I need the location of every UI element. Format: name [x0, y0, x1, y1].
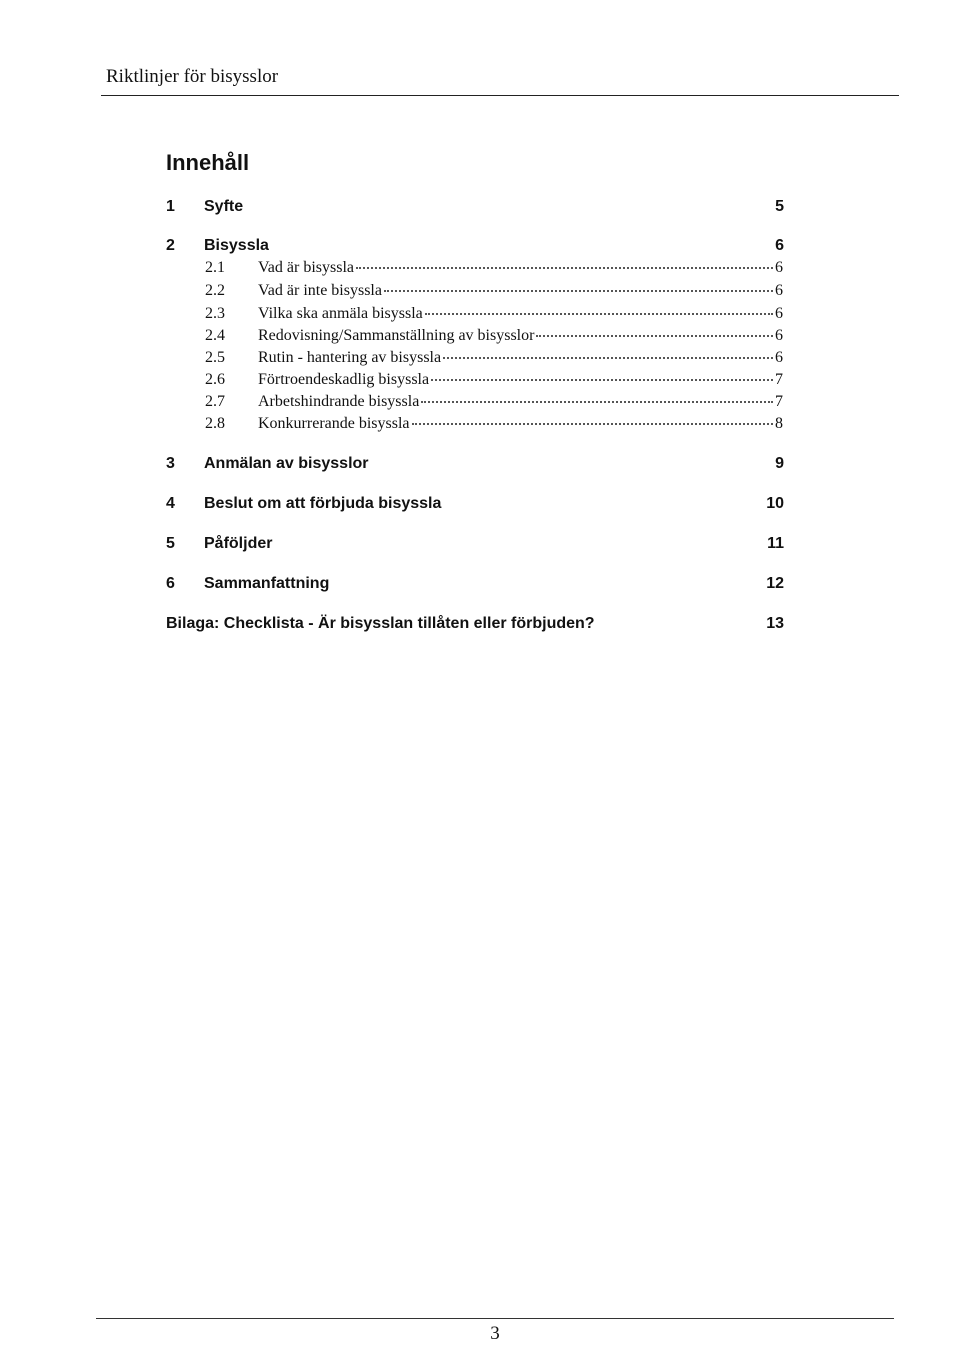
subsection-number: 2.8 — [205, 415, 225, 432]
section-title: Beslut om att förbjuda bisyssla — [204, 495, 442, 512]
section-page: 6 — [775, 237, 784, 254]
subsection-title: Vilka ska anmäla bisyssla — [258, 305, 423, 322]
toc-subsection-2-6[interactable] — [205, 369, 783, 391]
subsection-title: Redovisning/Sammanställning av bisysslor — [258, 327, 535, 344]
subsection-title: Vad är inte bisyssla — [258, 282, 382, 299]
toc-section-1[interactable] — [166, 195, 784, 219]
section-page: 9 — [775, 455, 784, 472]
toc-subsection-2-8[interactable] — [205, 413, 783, 435]
subsection-title: Vad är bisyssla — [258, 259, 354, 276]
appendix-title: Bilaga: Checklista - Är bisysslan tillåten eller förbjuden? — [166, 615, 595, 632]
toc-section-2[interactable] — [166, 234, 784, 258]
footer-page-number: 3 — [490, 1323, 500, 1344]
toc-subsection-2-1[interactable] — [205, 257, 783, 279]
toc-section-5[interactable] — [166, 532, 784, 556]
dot-leader — [431, 379, 773, 381]
toc-subsection-2-4[interactable] — [205, 325, 783, 347]
toc-subsection-2-3[interactable] — [205, 303, 783, 325]
section-number: 4 — [166, 495, 175, 512]
section-number: 3 — [166, 455, 175, 472]
section-page: 12 — [766, 575, 784, 592]
section-title: Bisyssla — [204, 237, 269, 254]
subsection-number: 2.5 — [205, 349, 225, 366]
footer-rule — [96, 1318, 894, 1319]
subsection-page: 6 — [775, 305, 783, 322]
subsection-number: 2.2 — [205, 282, 225, 299]
subsection-title: Konkurrerande bisyssla — [258, 415, 410, 432]
subsection-number: 2.1 — [205, 259, 225, 276]
appendix-page: 13 — [766, 615, 784, 632]
subsection-number: 2.3 — [205, 305, 225, 322]
toc-appendix[interactable] — [166, 612, 784, 636]
header-rule — [101, 95, 899, 96]
toc-section-3[interactable] — [166, 452, 784, 476]
dot-leader — [536, 335, 773, 337]
toc-section-4[interactable] — [166, 492, 784, 516]
section-number: 6 — [166, 575, 175, 592]
subsection-title: Förtroendeskadlig bisyssla — [258, 371, 430, 388]
section-number: 5 — [166, 535, 175, 552]
subsection-page: 8 — [775, 415, 783, 432]
subsection-title: Rutin - hantering av bisyssla — [258, 349, 442, 366]
dot-leader — [421, 401, 773, 403]
subsection-page: 6 — [775, 282, 783, 299]
section-title: Syfte — [204, 198, 244, 215]
section-title: Påföljder — [204, 535, 273, 552]
toc-section-6[interactable] — [166, 572, 784, 596]
running-header: Riktlinjer för bisysslor — [106, 66, 279, 87]
toc-subsection-2-2[interactable] — [205, 280, 783, 302]
subsection-number: 2.4 — [205, 327, 225, 344]
section-page: 11 — [767, 535, 784, 552]
section-title: Anmälan av bisysslor — [204, 455, 369, 472]
subsection-page: 6 — [775, 349, 783, 366]
dot-leader — [425, 313, 773, 315]
toc-subsection-2-7[interactable] — [205, 391, 783, 413]
subsection-number: 2.7 — [205, 393, 225, 410]
toc-heading: Innehåll — [166, 150, 250, 175]
subsection-title: Arbetshindrande bisyssla — [258, 393, 420, 410]
subsection-page: 6 — [775, 259, 783, 276]
subsection-page: 7 — [775, 393, 783, 410]
dot-leader — [412, 423, 773, 425]
section-title: Sammanfattning — [204, 575, 330, 592]
dot-leader — [356, 267, 773, 269]
dot-leader — [384, 290, 773, 292]
subsection-page: 7 — [775, 371, 783, 388]
section-number: 1 — [166, 198, 175, 215]
section-page: 5 — [775, 198, 784, 215]
subsection-number: 2.6 — [205, 371, 225, 388]
toc-subsection-2-5[interactable] — [205, 347, 783, 369]
dot-leader — [443, 357, 773, 359]
section-number: 2 — [166, 237, 175, 254]
section-page: 10 — [766, 495, 784, 512]
subsection-page: 6 — [775, 327, 783, 344]
